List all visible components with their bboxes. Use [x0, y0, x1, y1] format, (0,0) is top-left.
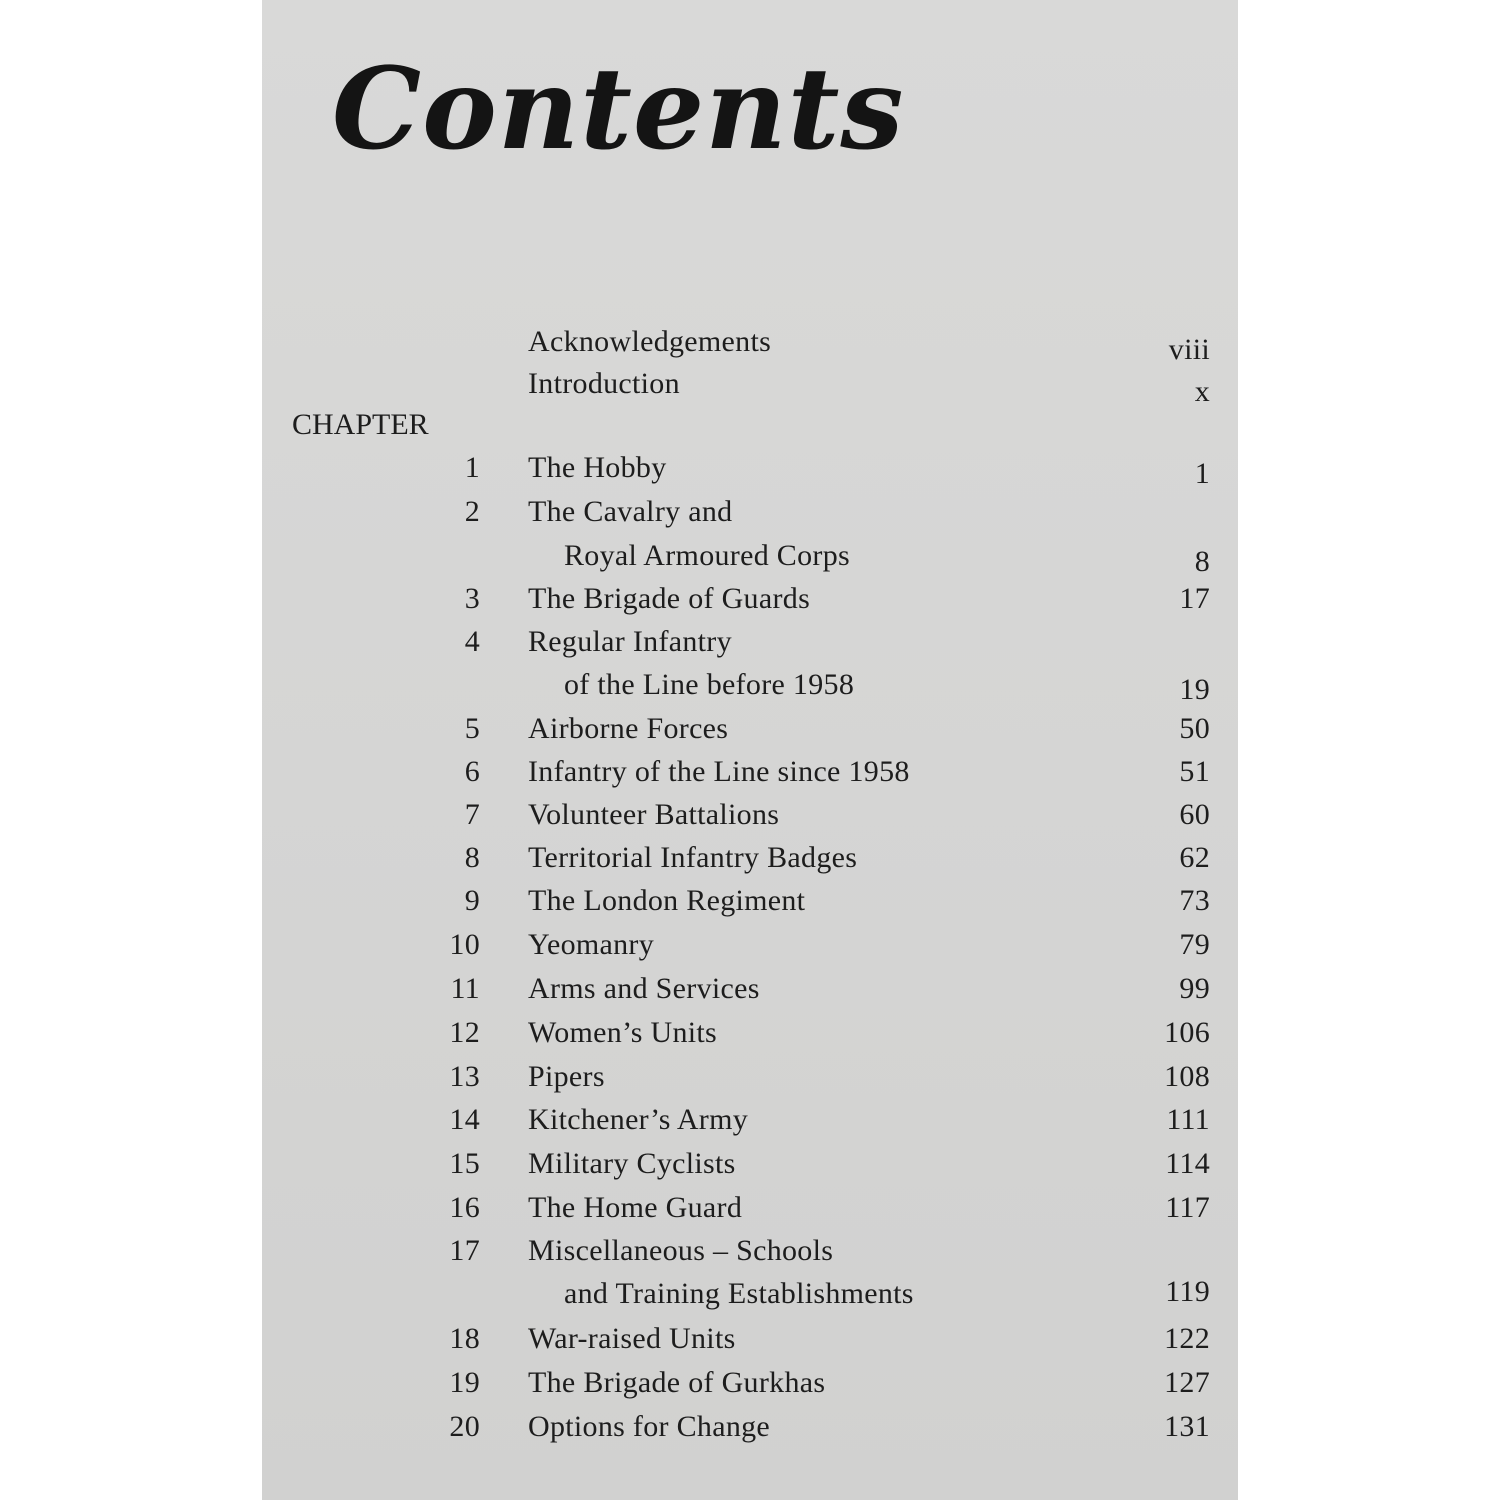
chapter-title: The Brigade of Gurkhas [528, 1366, 826, 1399]
chapter-title: War-raised Units [528, 1322, 736, 1355]
chapter-title: Military Cyclists [528, 1147, 736, 1180]
chapter-page-number: 60 [1179, 798, 1210, 831]
toc-entry-chapter-16 [262, 1190, 1238, 1226]
toc-entry-chapter-10 [262, 927, 1238, 963]
toc-entry-chapter-8 [262, 840, 1238, 876]
toc-entry-chapter-17-page [262, 1274, 1238, 1310]
toc-entry-chapter-12 [262, 1015, 1238, 1051]
chapter-title: The Cavalry and [528, 495, 733, 528]
chapter-title: Miscellaneous – Schools [528, 1234, 834, 1267]
chapter-number: 6 [464, 755, 480, 788]
chapter-page-number: 50 [1179, 712, 1210, 745]
chapter-number: 19 [449, 1366, 480, 1399]
entry-page: viii [1168, 333, 1210, 366]
chapter-number: 13 [449, 1060, 480, 1093]
chapter-number: 7 [464, 798, 480, 831]
chapter-title: Options for Change [528, 1410, 771, 1443]
chapter-page-number: 122 [1164, 1322, 1210, 1355]
entry-title: Introduction [528, 367, 680, 400]
chapter-page-number: 19 [1179, 673, 1210, 706]
chapter-number: 12 [449, 1016, 480, 1049]
chapter-page-number: 99 [1179, 972, 1210, 1005]
book-page [262, 0, 1238, 1500]
chapter-title: Pipers [528, 1060, 605, 1093]
chapter-page-number: 108 [1164, 1060, 1210, 1093]
chapter-page-number: 117 [1165, 1191, 1210, 1224]
chapter-page-number: 17 [1179, 582, 1210, 615]
chapter-number: 8 [464, 841, 480, 874]
chapter-number: 2 [464, 495, 480, 528]
chapter-title-continued: of the Line before 1958 [564, 668, 855, 701]
toc-entry-chapter-4 [262, 624, 1238, 660]
chapter-number: 14 [449, 1103, 480, 1136]
chapter-page-number: 131 [1164, 1410, 1210, 1443]
entry-title: Acknowledgements [528, 325, 772, 358]
chapter-number: 5 [464, 712, 480, 745]
toc-entry-chapter-20 [262, 1409, 1238, 1445]
toc-entry-chapter-9 [262, 883, 1238, 919]
chapter-number: 4 [464, 625, 480, 658]
toc-entry-chapter-4-page [262, 672, 1238, 708]
chapter-title: The Home Guard [528, 1191, 743, 1224]
toc-entry-chapter-13 [262, 1059, 1238, 1095]
chapter-page-number: 119 [1165, 1275, 1210, 1308]
chapter-number: 3 [464, 582, 480, 615]
chapter-title: Territorial Infantry Badges [528, 841, 858, 874]
toc-entry-chapter-15 [262, 1146, 1238, 1182]
chapter-number: 11 [450, 972, 480, 1005]
chapter-page-number: 127 [1164, 1366, 1210, 1399]
toc-entry-chapter-2-page [262, 544, 1238, 580]
toc-entry-chapter-2 [262, 494, 1238, 530]
chapter-page-number: 114 [1165, 1147, 1210, 1180]
chapter-title-continued: Royal Armoured Corps [564, 539, 850, 572]
chapter-page-number: 1 [1194, 457, 1210, 490]
chapter-number: 15 [449, 1147, 480, 1180]
chapter-title: Airborne Forces [528, 712, 729, 745]
chapter-page-number: 8 [1194, 545, 1210, 578]
toc-entry-chapter-7 [262, 797, 1238, 833]
toc-entry-chapter-18 [262, 1321, 1238, 1357]
chapter-page-number: 111 [1166, 1103, 1210, 1136]
toc-entry-chapter-3 [262, 581, 1238, 617]
chapter-title: Volunteer Battalions [528, 798, 780, 831]
entry-page: x [1194, 375, 1210, 408]
toc-entry-introduction [262, 366, 1238, 408]
toc-entry-chapter-14 [262, 1102, 1238, 1138]
toc-entry-chapter-11 [262, 971, 1238, 1007]
chapter-number: 18 [449, 1322, 480, 1355]
chapter-page-number: 106 [1164, 1016, 1210, 1049]
chapter-column-header: CHAPTER [292, 408, 429, 441]
chapter-page-number: 73 [1179, 884, 1210, 917]
chapter-title: Infantry of the Line since 1958 [528, 755, 910, 788]
chapter-title: The Hobby [528, 451, 667, 484]
chapter-page-number: 62 [1179, 841, 1210, 874]
contents-title: Contents [332, 44, 905, 175]
chapter-page-number: 51 [1179, 755, 1210, 788]
chapter-number: 9 [464, 884, 480, 917]
chapter-title: Arms and Services [528, 972, 760, 1005]
toc-entry-chapter-19 [262, 1365, 1238, 1401]
chapter-title: Yeomanry [528, 928, 655, 961]
chapter-number: 10 [449, 928, 480, 961]
toc-entry-chapter-17 [262, 1233, 1238, 1269]
chapter-title: The Brigade of Guards [528, 582, 811, 615]
chapter-number: 17 [449, 1234, 480, 1267]
chapter-page-number: 79 [1179, 928, 1210, 961]
chapter-title-continued: and Training Establishments [564, 1277, 914, 1310]
chapter-title: Regular Infantry [528, 625, 732, 658]
chapter-title: Women’s Units [528, 1016, 717, 1049]
toc-entry-chapter-1 [262, 450, 1238, 490]
chapter-number: 16 [449, 1191, 480, 1224]
toc-entry-chapter-6 [262, 754, 1238, 790]
chapter-number: 1 [464, 451, 480, 484]
toc-entry-acknowledgements [262, 324, 1238, 366]
chapter-title: The London Regiment [528, 884, 806, 917]
chapter-title: Kitchener’s Army [528, 1103, 749, 1136]
chapter-number: 20 [449, 1410, 480, 1443]
toc-entry-chapter-5 [262, 711, 1238, 747]
